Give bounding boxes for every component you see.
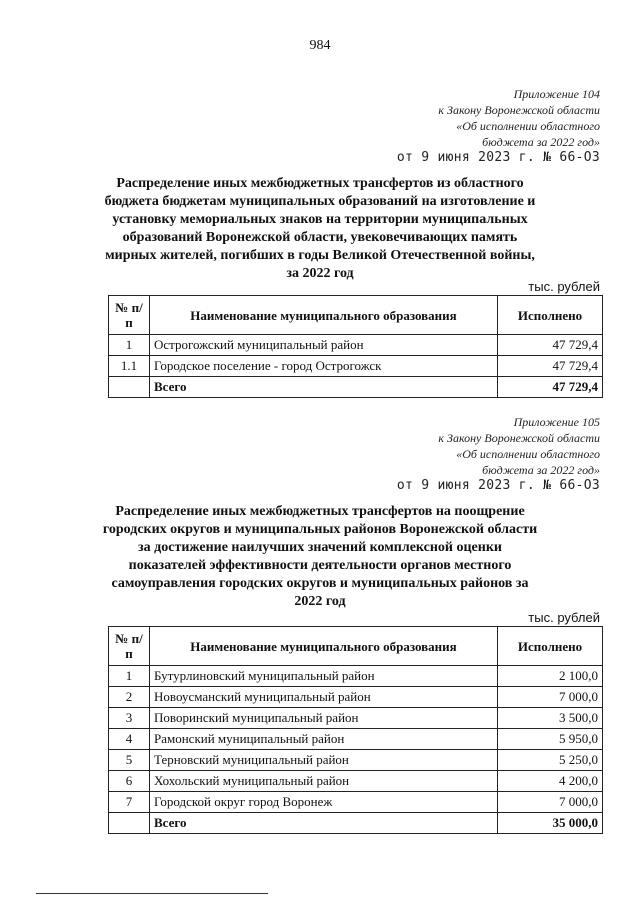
row-num: 3 [109, 708, 150, 729]
table2-title: Распределение иных межбюджетных трансфертов на поощрение городских округов и муниципальных районов Воронежской области за достижение наилучших значений комплексной оценки показателей эффективности деятельности органов местного самоуправления городских округов и муниципальных районов за 2022 год [102, 504, 538, 609]
row-num: 5 [109, 750, 150, 771]
table-row [109, 792, 603, 813]
row-value: 7 000,0 [498, 687, 603, 708]
page-number: 984 [309, 38, 331, 53]
row-name: Острогожский муниципальный район [150, 335, 498, 356]
appendix-line: к Закону Воронежской области [438, 103, 600, 117]
row-value: 47 729,4 [498, 335, 603, 356]
appendix-line: Приложение 104 [513, 87, 600, 101]
table2-unit: тыс. рублей [528, 610, 600, 625]
row-num: 4 [109, 729, 150, 750]
appendix-line: «Об исполнении областного [456, 447, 600, 461]
row-num: 6 [109, 771, 150, 792]
row-name: Новоусманский муниципальный район [150, 687, 498, 708]
table-row [109, 771, 603, 792]
total-value: 35 000,0 [498, 813, 603, 834]
row-value: 3 500,0 [498, 708, 603, 729]
table-row [109, 750, 603, 771]
row-value: 5 250,0 [498, 750, 603, 771]
table1-unit: тыс. рублей [528, 279, 600, 294]
col-name-header: Наименование муниципального образования [150, 296, 498, 335]
appendix-line: Приложение 105 [513, 415, 600, 429]
table-row [109, 666, 603, 687]
row-value: 4 200,0 [498, 771, 603, 792]
row-value: 5 950,0 [498, 729, 603, 750]
row-value: 47 729,4 [498, 356, 603, 377]
row-name: Рамонский муниципальный район [150, 729, 498, 750]
row-num: 1 [109, 335, 150, 356]
col-name-header: Наименование муниципального образования [150, 627, 498, 666]
appendix-line: к Закону Воронежской области [438, 431, 600, 445]
total-value: 47 729,4 [498, 377, 603, 398]
table1-total-row [109, 377, 603, 398]
row-name: Городское поселение - город Острогожск [150, 356, 498, 377]
table-row [109, 729, 603, 750]
row-name: Городской округ город Воронеж [150, 792, 498, 813]
total-empty-cell [109, 813, 150, 834]
appendix-line: «Об исполнении областного [456, 119, 600, 133]
footnote-divider [36, 893, 268, 894]
col-num-header: № п/п [109, 627, 150, 666]
row-num: 1 [109, 666, 150, 687]
row-name: Терновский муниципальный район [150, 750, 498, 771]
table1-header-row [109, 296, 603, 335]
total-label: Всего [150, 813, 498, 834]
appendix-105-header [397, 414, 600, 494]
row-value: 7 000,0 [498, 792, 603, 813]
row-value: 2 100,0 [498, 666, 603, 687]
row-num: 7 [109, 792, 150, 813]
row-name: Поворинский муниципальный район [150, 708, 498, 729]
row-name: Хохольский муниципальный район [150, 771, 498, 792]
appendix-date: от 9 июня 2023 г. № 66-ОЗ [396, 478, 600, 493]
table-row [109, 335, 603, 356]
col-value-header: Исполнено [498, 296, 603, 335]
table2-total-row [109, 813, 603, 834]
table-row [109, 356, 603, 377]
appendix-date: от 9 июня 2023 г. № 66-ОЗ [396, 150, 600, 165]
appendix-104-header [397, 86, 600, 166]
table2-header-row [109, 627, 603, 666]
col-num-header: № п/п [109, 296, 150, 335]
row-name: Бутурлиновский муниципальный район [150, 666, 498, 687]
table1 [108, 295, 603, 398]
total-label: Всего [150, 377, 498, 398]
appendix-line: бюджета за 2022 год» [482, 463, 600, 477]
table1-title: Распределение иных межбюджетных трансфертов из областного бюджета бюджетам муниципальных образований на изготовление и установку мемориальных знаков на территории муниципальных образований Воронежской области, увековечивающих память мирных жителей, погибших в годы Великой Отечественной войны, за 2022 год [104, 176, 536, 281]
row-num: 1.1 [109, 356, 150, 377]
table-row [109, 708, 603, 729]
total-empty-cell [109, 377, 150, 398]
table2 [108, 626, 603, 834]
col-value-header: Исполнено [498, 627, 603, 666]
row-num: 2 [109, 687, 150, 708]
table-row [109, 687, 603, 708]
appendix-line: бюджета за 2022 год» [482, 135, 600, 149]
